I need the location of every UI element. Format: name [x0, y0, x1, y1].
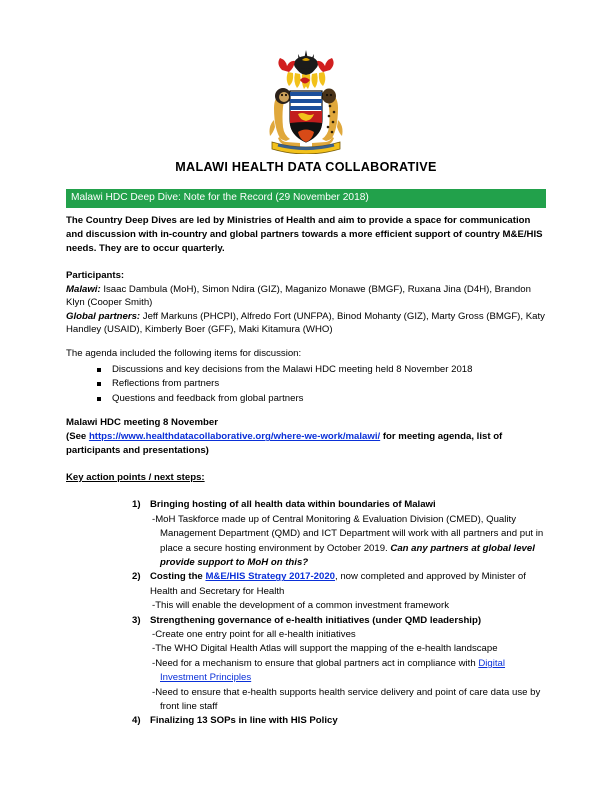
sub-text: -Need to ensure that e-health supports health service delivery and point of care data use by front line staff: [152, 686, 541, 712]
participants-global-list: Jeff Markuns (PHCPI), Alfredo Fort (UNFPA), Binod Mohanty (GIZ), Marty Gross (BMGF), Katy Handley (USAID), Kimberly Boer (GFF), Maki Kitamura (WHO): [66, 310, 545, 336]
meeting-link[interactable]: https://www.healthdatacollaborative.org/where-we-work/malawi/: [88, 431, 381, 443]
malawi-coat-of-arms-icon: [258, 28, 354, 154]
participants-malawi: [66, 283, 546, 310]
meeting-see-line: [66, 430, 546, 457]
page-title: MALAWI HEALTH DATA COLLABORATIVE: [175, 160, 437, 174]
sub-text: -Need for a mechanism to ensure that global partners act in compliance with: [152, 657, 479, 669]
action-point-3-title: Strengthening governance of e-health initiatives (under QMD leadership): [150, 614, 482, 626]
participants-malawi-label: Malawi:: [66, 283, 101, 295]
action-point-2: [66, 570, 546, 613]
participants-global: [66, 310, 546, 337]
emblem-container: [66, 28, 546, 156]
list-item: Questions and feedback from global partners: [66, 392, 546, 407]
participants-malawi-list: Isaac Dambula (MoH), Simon Ndira (GIZ), Maganizo Monawe (BMGF), Ruxana Jina (D4H), Brandon Klyn (Cooper Smith): [66, 283, 531, 309]
action-point-3-sub-3: [150, 657, 546, 686]
participants-global-label: Global partners:: [66, 310, 141, 322]
action-point-4: [66, 714, 546, 728]
action-point-1-number: 1): [132, 499, 141, 511]
action-point-2-title-prefix: Costing the: [150, 571, 206, 583]
action-point-4-number: 4): [132, 715, 141, 727]
document-content: [66, 28, 546, 729]
meeting-see-suffix: for meeting agenda, list of participants and presentations): [66, 431, 503, 456]
participants-heading: Participants:: [66, 269, 125, 281]
digital-investment-principles-link[interactable]: Digital Investment Principles: [160, 657, 506, 684]
agenda-list: [66, 363, 546, 407]
action-point-1-title: Bringing hosting of all health data within boundaries of Malawi: [150, 499, 436, 511]
intro-paragraph: The Country Deep Dives are led by Ministries of Health and aim to provide a space for communication and discussion with in-country and global partners towards a more efficient support of country M&E/HIS needs. They are to occur quarterly.: [66, 215, 543, 254]
action-point-2-title-suffix: , now completed and approved by Minister of Health and Secretary for Health: [150, 571, 526, 597]
action-point-3-sub-4: [150, 686, 546, 715]
sub-text: -Create one entry point for all e-health initiatives: [152, 628, 356, 640]
action-point-4-title: Finalizing 13 SOPs in line with HIS Policy: [150, 715, 338, 727]
sub-text: -This will enable the development of a common investment framework: [152, 600, 450, 612]
sub-text: -MoH Taskforce made up of Central Monitoring & Evaluation Division (CMED), Quality Management Department (QMD) and ICT Department will work with all partners and put in place a secure hosting environment by October 2019.: [152, 513, 544, 554]
list-item: Reflections from partners: [66, 377, 546, 392]
action-point-3-sub-1: [150, 628, 546, 642]
sub-text: -The WHO Digital Health Atlas will support the mapping of the e-health landscape: [152, 643, 498, 655]
agenda-intro: The agenda included the following items for discussion:: [66, 348, 302, 360]
action-point-2-strategy-link[interactable]: M&E/HIS Strategy 2017-2020: [205, 571, 336, 583]
sub-emphasis: Can any partners at global level provide support to MoH on this?: [160, 542, 535, 569]
action-point-2-number: 2): [132, 571, 141, 583]
action-point-3-number: 3): [132, 614, 141, 626]
action-point-1-sub-1: [150, 513, 546, 571]
action-point-1: [66, 498, 546, 570]
banner-note-for-the-record: Malawi HDC Deep Dive: Note for the Record (29 November 2018): [66, 189, 546, 208]
list-item: Discussions and key decisions from the Malawi HDC meeting held 8 November 2018: [66, 363, 546, 378]
meeting-see-prefix: (See: [66, 431, 89, 443]
meeting-heading: Malawi HDC meeting 8 November: [66, 417, 218, 429]
action-points-list: [66, 498, 546, 728]
action-points-heading: Key action points / next steps:: [66, 471, 205, 483]
action-point-3: [66, 614, 546, 715]
action-point-3-sub-2: [150, 642, 546, 656]
action-point-2-sub-1: [150, 599, 546, 613]
